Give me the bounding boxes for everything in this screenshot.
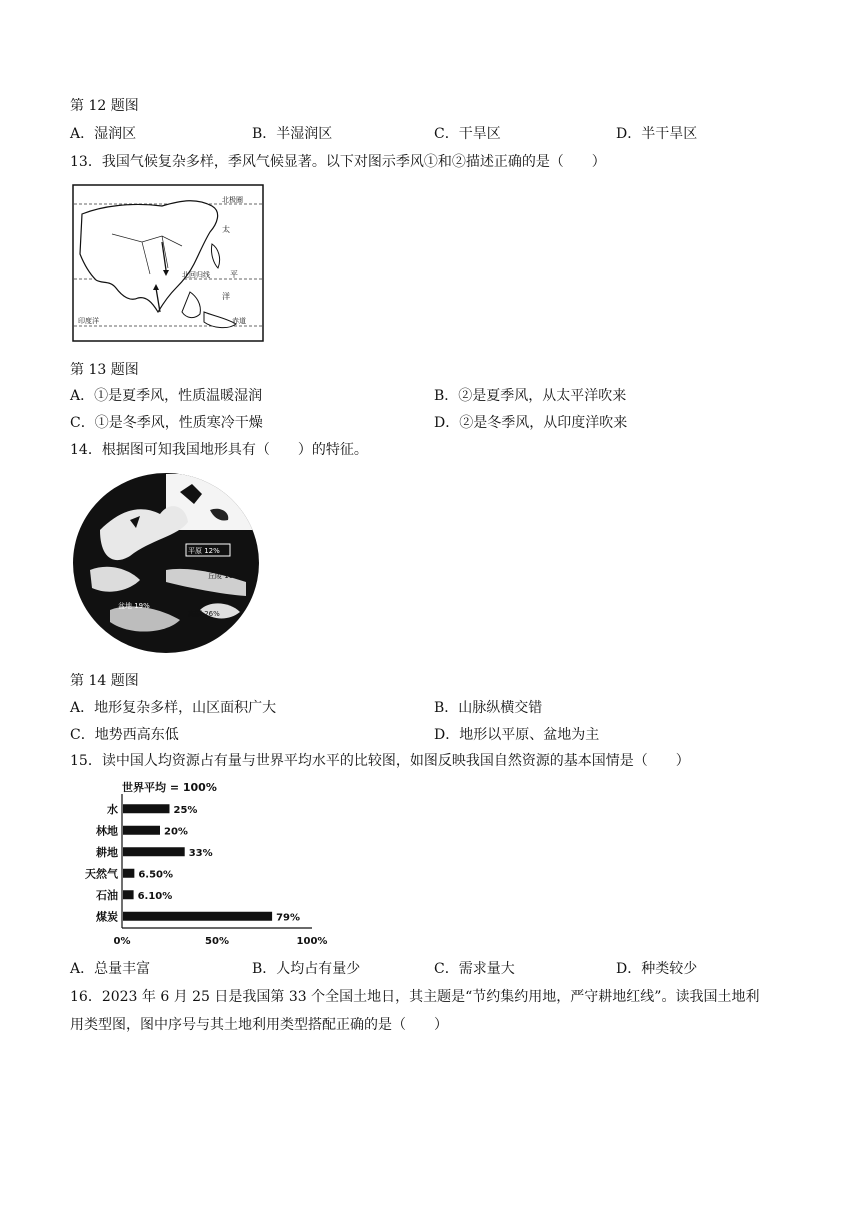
category-label: 耕地 <box>96 845 118 859</box>
option-letter: A． <box>70 961 95 977</box>
bar-value-label: 6.50% <box>138 869 174 881</box>
q13-monsoon-map <box>72 184 264 342</box>
bar-value-label: 33% <box>188 847 213 859</box>
q14-caption: 第 14 题图 <box>70 673 139 689</box>
chart-bars-layer <box>85 802 300 924</box>
chart-title: 世界平均 = 100% <box>122 781 217 794</box>
q15-stem: 15．读中国人均资源占有量与世界平均水平的比较图，如图反映我国自然资源的基本国情是（ ） <box>70 753 690 769</box>
option-letter: B． <box>252 961 277 977</box>
q12-caption: 第 12 题图 <box>70 98 139 114</box>
map-label-pacific-2: 平 <box>230 270 238 279</box>
q14-option-a[interactable] <box>70 698 276 718</box>
option-text: 半湿润区 <box>276 126 333 142</box>
q14-terrain-photo <box>70 470 262 656</box>
option-text: 种类较少 <box>641 961 698 977</box>
map-label-pacific-1: 太 <box>222 225 230 234</box>
map-label-tropic: 北回归线 <box>182 271 210 279</box>
q12-option-a[interactable] <box>70 124 136 144</box>
option-text: 地势西高东低 <box>94 727 179 743</box>
x-tick-label: 100% <box>296 936 328 947</box>
option-letter: C． <box>70 415 95 431</box>
category-label: 水 <box>107 802 118 816</box>
option-text: ②是冬季风，从印度洋吹来 <box>459 415 628 431</box>
monsoon-map-svg <box>72 184 264 342</box>
option-text: 干旱区 <box>458 126 501 142</box>
option-letter: A． <box>70 700 95 716</box>
q16-stem-line-2: 用类型图，图中序号与其土地利用类型搭配正确的是（ ） <box>70 1017 448 1033</box>
photo-label-4: 高原 26% <box>188 610 220 618</box>
bar <box>123 912 272 921</box>
option-text: ①是冬季风，性质寒冷干燥 <box>94 415 263 431</box>
x-ticks-layer <box>114 936 328 947</box>
map-label-arctic: 北极圈 <box>222 196 243 204</box>
q14-option-c[interactable] <box>70 725 179 745</box>
bar <box>123 869 134 878</box>
q14-option-d[interactable] <box>434 725 599 745</box>
q12-option-b[interactable] <box>252 124 332 144</box>
option-text: ②是夏季风，从太平洋吹来 <box>458 388 627 404</box>
bar-value-label: 25% <box>173 804 198 816</box>
q13-stem: 13．我国气候复杂多样，季风气候显著。以下对图示季风①和②描述正确的是（ ） <box>70 154 606 170</box>
map-label-equator: 赤道 <box>232 317 246 325</box>
option-letter: B． <box>252 126 277 142</box>
map-label-indian-ocean: 印度洋 <box>78 317 99 325</box>
q15-option-c[interactable] <box>434 959 515 979</box>
photo-label-3: 盆地 19% <box>118 602 150 610</box>
option-text: 总量丰富 <box>94 961 151 977</box>
q13-option-c[interactable] <box>70 413 263 433</box>
x-tick-label: 0% <box>113 936 131 947</box>
q13-option-b[interactable] <box>434 386 626 406</box>
q14-stem: 14．根据图可知我国地形具有（ ）的特征。 <box>70 442 368 458</box>
bar-value-label: 79% <box>276 912 301 924</box>
q15-option-b[interactable] <box>252 959 360 979</box>
q15-option-a[interactable] <box>70 959 150 979</box>
option-letter: C． <box>434 126 459 142</box>
photo-label-1: 平原 12% <box>188 547 220 555</box>
category-label: 煤炭 <box>96 910 118 924</box>
option-letter: C． <box>70 727 95 743</box>
q14-option-b[interactable] <box>434 698 542 718</box>
option-text: 人均占有量少 <box>276 961 361 977</box>
q12-option-d[interactable] <box>616 124 697 144</box>
option-letter: B． <box>434 700 459 716</box>
option-text: 需求量大 <box>458 961 515 977</box>
category-label: 林地 <box>96 824 118 838</box>
option-letter: C． <box>434 961 459 977</box>
photo-label-2: 丘陵 10% <box>208 572 240 580</box>
option-text: 湿润区 <box>94 126 137 142</box>
q12-option-c[interactable] <box>434 124 501 144</box>
q16-stem-line-1: 16．2023 年 6 月 25 日是我国第 33 个全国土地日，其主题是“节约集约用地，严守耕地红线”。读我国土地利 <box>70 989 760 1005</box>
option-letter: D． <box>616 961 642 977</box>
map-label-pacific-3: 洋 <box>222 292 230 301</box>
bar <box>123 804 170 813</box>
option-text: 地形以平原、盆地为主 <box>459 727 600 743</box>
x-tick-label: 50% <box>205 936 229 947</box>
option-letter: A． <box>70 126 95 142</box>
resource-bar-chart-svg <box>82 778 332 950</box>
option-letter: B． <box>434 388 459 404</box>
option-text: ①是夏季风，性质温暖湿润 <box>94 388 263 404</box>
option-letter: D． <box>434 727 460 743</box>
q13-option-d[interactable] <box>434 413 627 433</box>
bar-value-label: 6.10% <box>137 890 173 902</box>
q15-option-d[interactable] <box>616 959 697 979</box>
bar <box>123 847 185 856</box>
option-text: 半干旱区 <box>641 126 698 142</box>
bar <box>123 826 160 835</box>
q15-resource-chart <box>82 778 332 950</box>
option-letter: D． <box>434 415 460 431</box>
option-text: 地形复杂多样，山区面积广大 <box>94 700 277 716</box>
q13-option-a[interactable] <box>70 386 262 406</box>
option-letter: A． <box>70 388 95 404</box>
terrain-disc-svg <box>70 470 262 656</box>
option-letter: D． <box>616 126 642 142</box>
q13-caption: 第 13 题图 <box>70 362 139 378</box>
bar-value-label: 20% <box>164 826 188 838</box>
bar <box>123 890 134 899</box>
category-label: 天然气 <box>85 867 118 881</box>
category-label: 石油 <box>96 888 118 902</box>
option-text: 山脉纵横交错 <box>458 700 543 716</box>
